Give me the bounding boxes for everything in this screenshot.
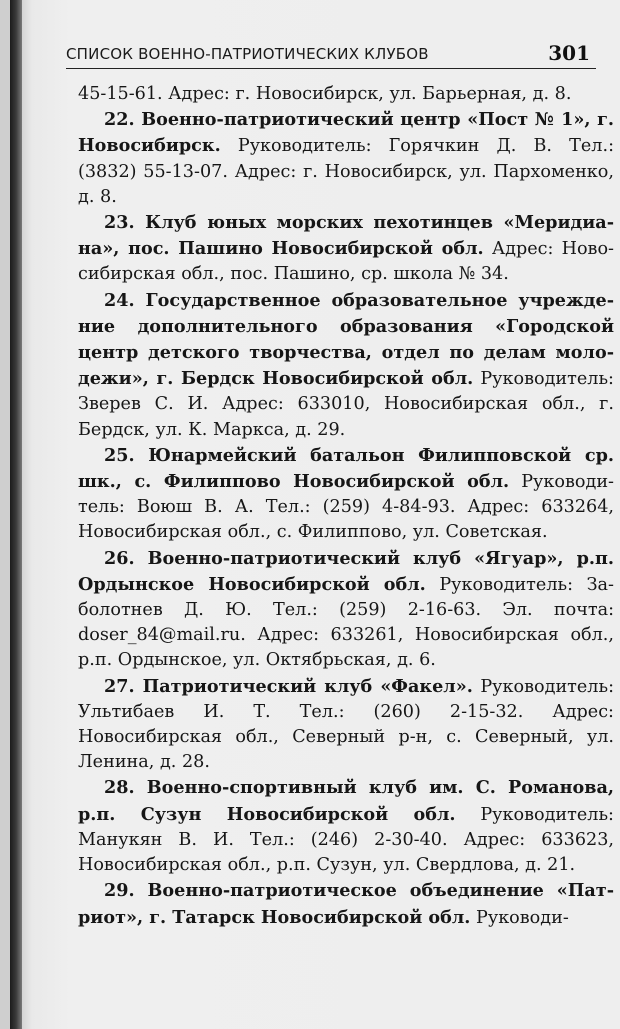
club-entry-title: 23. Клуб юных морских пехотинцев «Меридиана», пос. Пашино Новосибирской обл.	[78, 212, 614, 260]
club-entry-details: Руководи-	[470, 907, 569, 928]
club-entry-details: Руководитель: Зверев С. И. Адрес: 633010, Новосибирская обл., г. Бердск, ул. К. Маркса, д. 29.	[78, 369, 614, 440]
club-entry-22	[78, 107, 614, 210]
club-entry-24	[78, 288, 614, 443]
club-entry-25	[78, 443, 614, 546]
club-entry-title: 24. Государственное образовательное учреждение дополнительного образования «Городской центр детского творчества, отдел по делам молодежи», г. Бердск Новосибирской обл.	[78, 289, 614, 390]
body-text	[78, 82, 614, 931]
club-entry-title: 28. Военно-спортивный клуб им. С. Романова, р.п. Сузун Новосибирской обл.	[78, 777, 614, 825]
club-entry-29	[78, 878, 614, 930]
club-entry-details: Руководитель: Горячкин Д. В. Тел.: (3832) 55-13-07. Адрес: г. Новосибирск, ул. Пархоменко, д. 8.	[78, 136, 614, 207]
page-header	[66, 40, 596, 69]
club-entry-title: 25. Юнармейский батальон Филипповской ср. шк., с. Филиппово Новосибирской обл.	[78, 444, 614, 493]
club-entry-title: 26. Военно-патриотический клуб «Ягуар», р.п. Ордынское Новосибирской обл.	[78, 547, 614, 595]
continuation-paragraph: 45-15-61. Адрес: г. Новосибирск, ул. Барьерная, д. 8.	[78, 84, 572, 104]
club-entry-28	[78, 775, 614, 878]
club-entry-details: Руководитель: Воюш В. А. Тел.: (259) 4-84-93. Адрес: 633264, Новосибирская обл., с. Филиппово, ул. Советская.	[78, 472, 614, 543]
club-entry-23	[78, 210, 614, 288]
running-title: СПИСОК ВОЕННО-ПАТРИОТИЧЕСКИХ КЛУБОВ	[66, 45, 429, 63]
club-entry-details: Руководитель: Заболотнев Д. Ю. Тел.: (259) 2-16-63. Эл. почта: doser_84@mail.ru. Адрес: 633261, Новосибирская обл., р.п. Ордынское, ул. Октябрьская, д. 6.	[78, 574, 614, 671]
club-entry-26	[78, 546, 614, 674]
club-entry-27	[78, 674, 614, 776]
club-entry-details: Руководитель: Манукян В. И. Тел.: (246) 2-30-40. Адрес: 633623, Новосибирская обл., р.п. Сузун, ул. Свердлова, д. 21.	[78, 804, 614, 876]
club-entry-title: 27. Патриотический клуб «Факел».	[104, 675, 473, 697]
book-spine-shadow	[10, 0, 22, 1029]
club-entry-title: 29. Военно-патриотическое объединение «Патриот», г. Татарск Новосибирской обл.	[78, 880, 614, 928]
club-entry-details: Адрес: Новосибирская обл., пос. Пашино, ср. школа № 34.	[78, 239, 614, 285]
club-entry-details: Руководитель: Ультибаев И. Т. Тел.: (260) 2-15-32. Адрес: Новосибирская обл., Северный р-н, с. Северный, ул. Ленина, д. 28.	[78, 676, 614, 773]
page-number: 301	[548, 41, 590, 65]
club-entry-title: 22. Военно-патриотический центр «Пост № 1», г. Новосибирск.	[78, 109, 614, 157]
book-page	[10, 0, 620, 1029]
